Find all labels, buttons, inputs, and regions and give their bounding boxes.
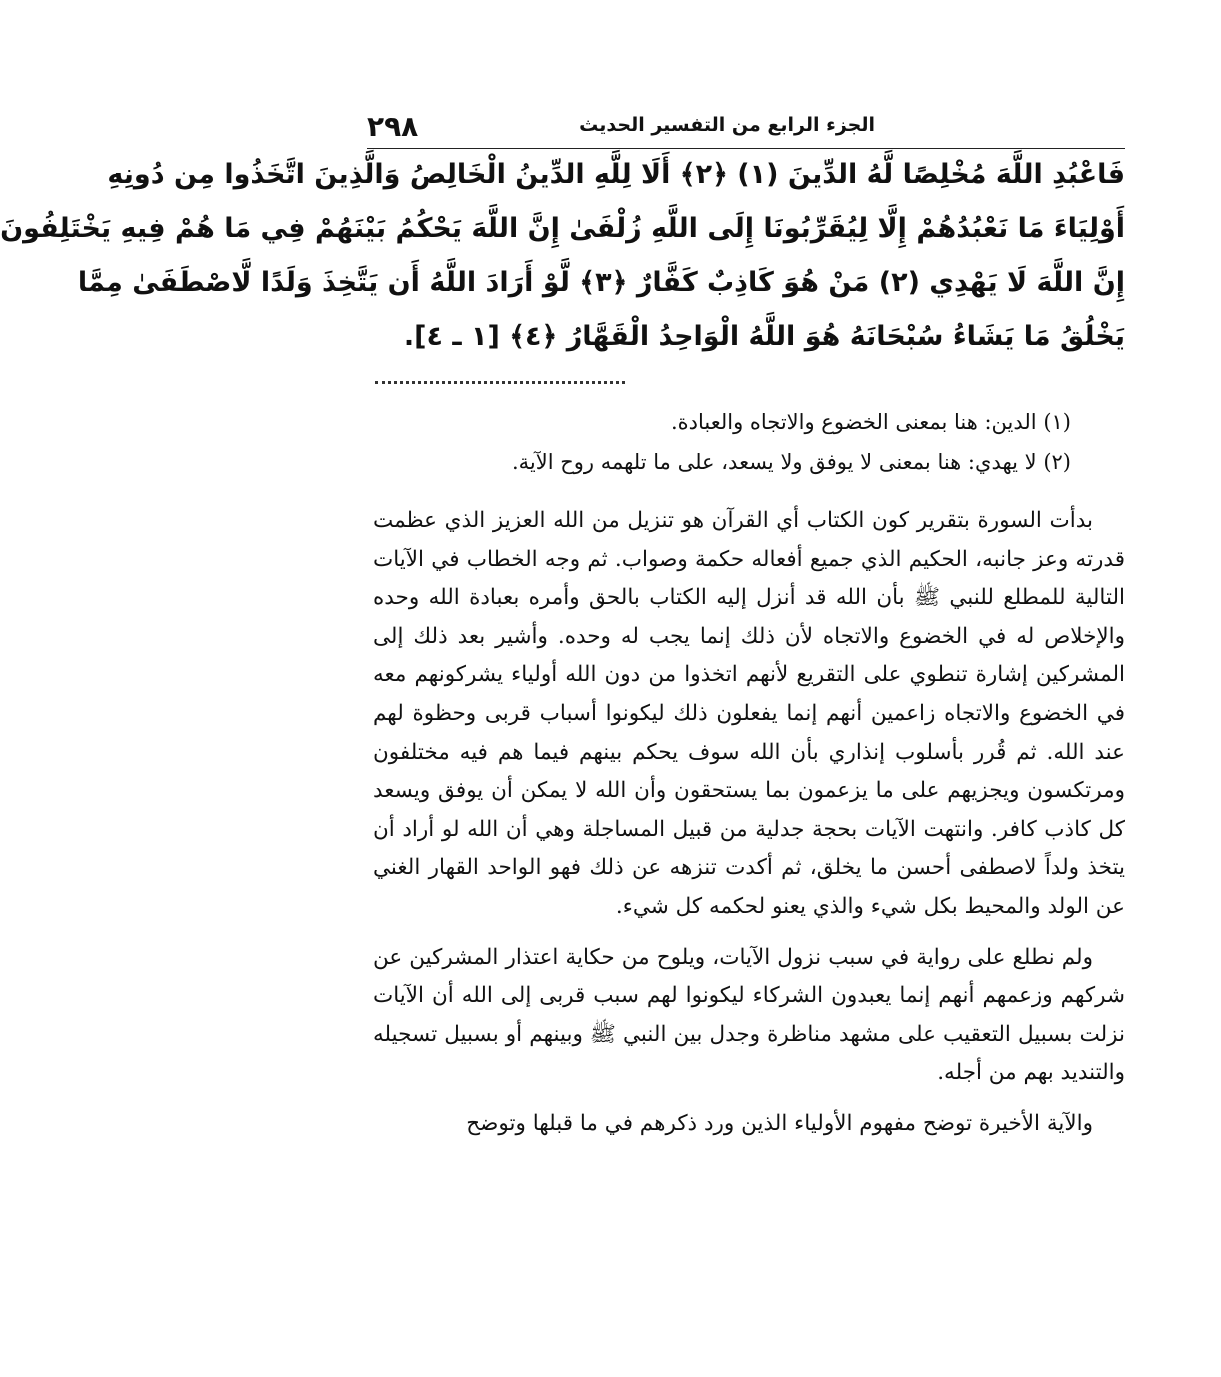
quran-verse-block: [0, 148, 1125, 364]
footnotes: [373, 402, 1071, 482]
verse-line: فَاعْبُدِ اللَّهَ مُخْلِصًا لَّهُ الدِّينَ (١) ﴿٢﴾ أَلَا لِلَّهِ الدِّينُ الْخَالِصُ وَالَّذِينَ اتَّخَذُوا مِن دُونِهِ: [107, 159, 1125, 190]
footnote-separator: [375, 375, 625, 384]
paragraph: والآية الأخيرة توضح مفهوم الأولياء الذين ورد ذكرهم في ما قبلها وتوضح: [466, 1110, 1093, 1136]
running-title: الجزء الرابع من التفسير الحديث: [579, 114, 875, 136]
commentary-text: [373, 502, 1125, 1156]
verse-line: إِنَّ اللَّهَ لَا يَهْدِي (٢) مَنْ هُوَ كَاذِبٌ كَفَّارٌ ﴿٣﴾ لَّوْ أَرَادَ اللَّهُ أَن يَتَّخِذَ وَلَدًا لَّاصْطَفَىٰ مِمَّا: [77, 267, 1125, 298]
paragraph: بدأت السورة بتقرير كون الكتاب أي القرآن هو تنزيل من الله العزيز الذي عظمت قدرته وعز جانبه، الحكيم الذي جميع أفعاله حكمة وصواب. ثم وجه الخطاب في الآيات التالية للمطلع للنبي ﷺ بأن الله قد أنزل إليه الكتاب بالحق وأمره بعبادة الله وحده والإخلاص له في الخضوع والاتجاه لأن ذلك إنما يجب له وحده. وأشير بعد ذلك إلى المشركين إشارة تنطوي على التقريع لأنهم اتخذوا من دون الله أولياء يشركونهم معه في الخضوع والاتجاه زاعمين أنهم إنما يفعلون ذلك ليكونوا أسباب قربى وحظوة لهم عند الله. ثم قُرر بأسلوب إنذاري بأن الله سوف يحكم بينهم فيما هم فيه مختلفون ومرتكسون ويجزيهم على ما يزعمون بما يستحقون وأن الله لا يمكن أن يوفق ويسعد كل كاذب كافر. وانتهت الآيات بحجة جدلية من قبيل المساجلة وهي أن الله لو أراد أن يتخذ ولداً لاصطفى أحسن ما يخلق، ثم أكدت تنزهه عن ذلك فهو الواحد القهار الغني عن الولد والمحيط بكل شيء والذي يعنو لحكمه كل شيء.: [373, 508, 1125, 919]
footnote-1: (١) الدين: هنا بمعنى الخضوع والاتجاه والعبادة.: [670, 410, 1071, 434]
verse-line: يَخْلُقُ مَا يَشَاءُ سُبْحَانَهُ هُوَ اللَّهُ الْوَاحِدُ الْقَهَّارُ ﴿٤﴾ [١ ـ ٤].: [403, 321, 1125, 352]
page-number: ٢٩٨: [367, 110, 419, 143]
paragraph: ولم نطلع على رواية في سبب نزول الآيات، ويلوح من حكاية اعتذار المشركين عن شركهم وزعمهم أنهم إنما يعبدون الشركاء ليكونوا لهم سبب قربى إلى الله أن الآيات نزلت بسبيل التعقيب على مشهد مناظرة وجدل بين النبي ﷺ وبينهم أو بسبيل تسجيله والتنديد بهم من أجله.: [373, 944, 1125, 1086]
footnote-2: (٢) لا يهدي: هنا بمعنى لا يوفق ولا يسعد، على ما تلهمه روح الآية.: [511, 450, 1071, 474]
verse-line: أَوْلِيَاءَ مَا نَعْبُدُهُمْ إِلَّا لِيُقَرِّبُونَا إِلَى اللَّهِ زُلْفَىٰ إِنَّ اللَّهَ يَحْكُمُ بَيْنَهُمْ فِي مَا هُمْ فِيهِ يَخْتَلِفُونَ: [0, 213, 1125, 244]
page-header: [367, 108, 1125, 149]
